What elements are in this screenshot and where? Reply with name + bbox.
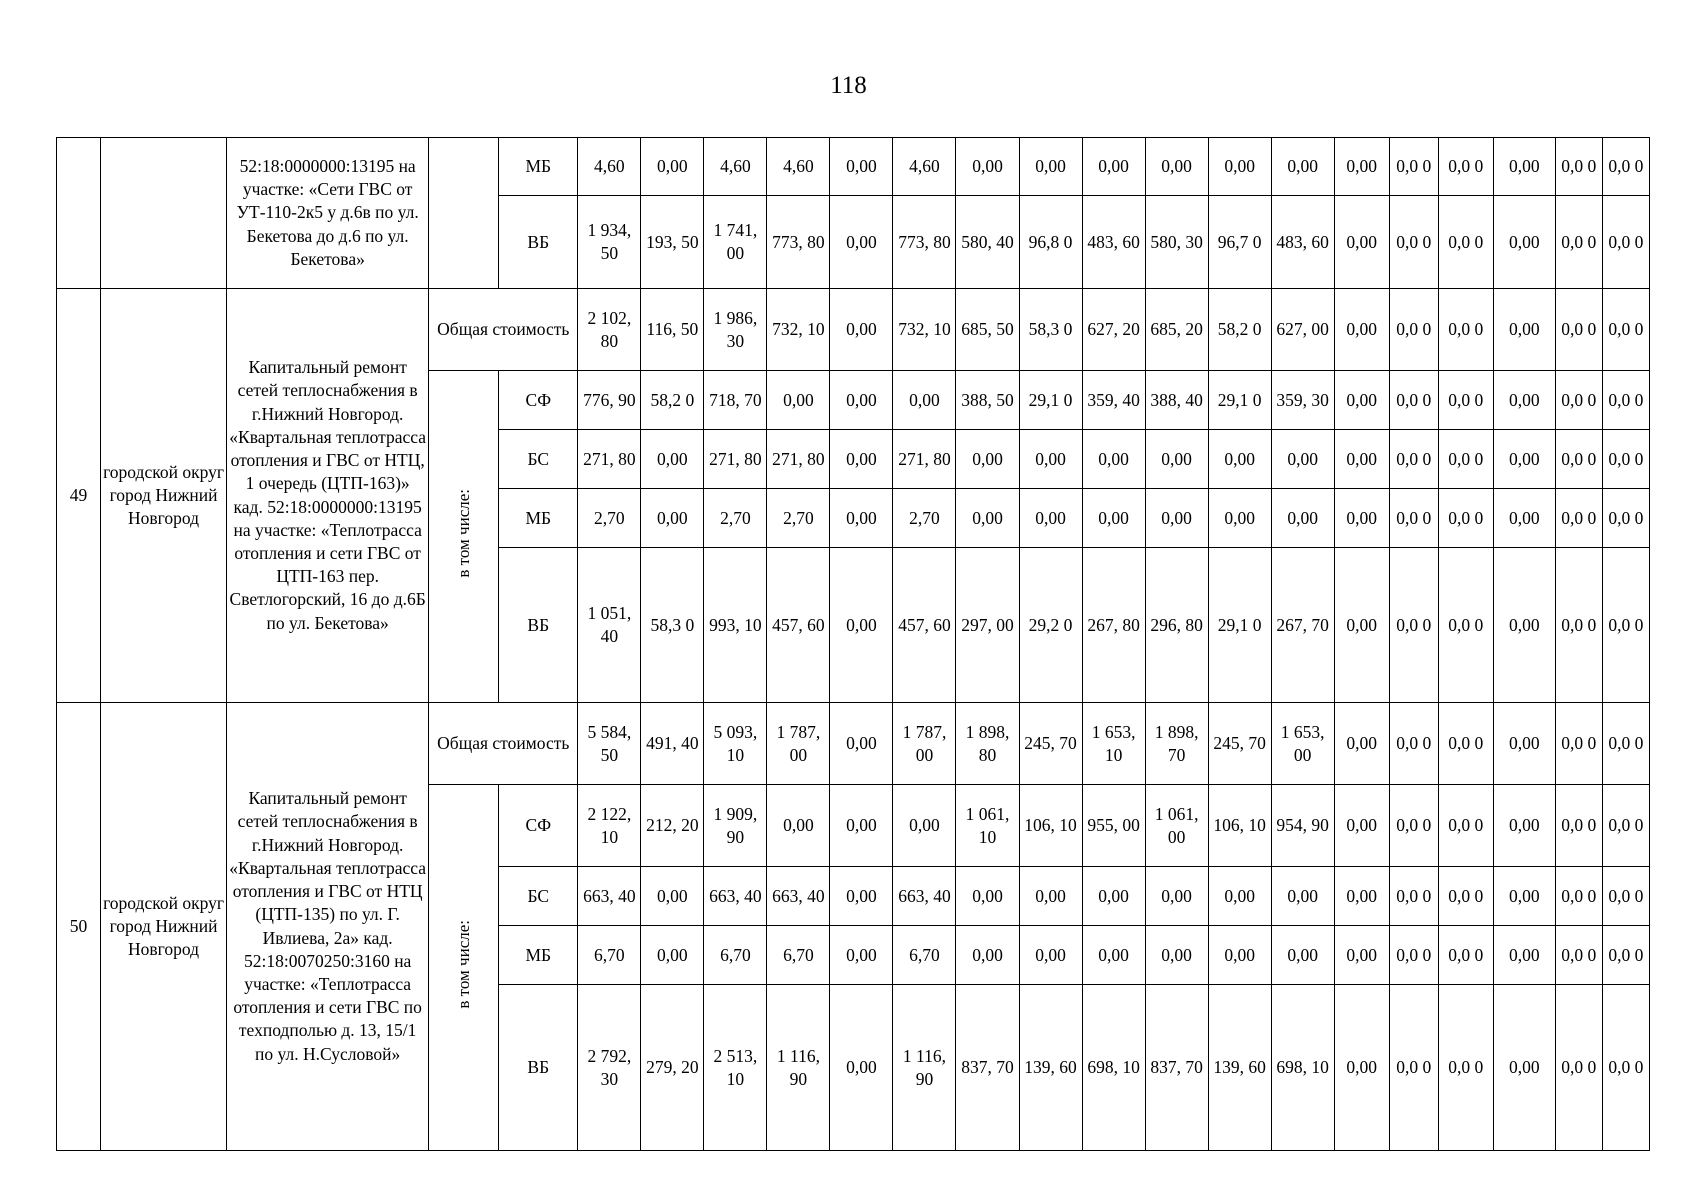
value-cell: 0,00	[1334, 371, 1389, 430]
value-cell: 0,0 0	[1602, 289, 1649, 371]
row-number-cell: 50	[57, 703, 101, 1151]
value-cell: 1 909, 90	[704, 785, 767, 867]
value-cell: 663, 40	[578, 867, 641, 926]
value-cell: 0,0 0	[1555, 926, 1602, 985]
value-cell: 0,0 0	[1438, 926, 1493, 985]
value-cell: 0,00	[767, 371, 830, 430]
value-cell: 5 093, 10	[704, 703, 767, 785]
value-cell: 0,00	[1019, 430, 1082, 489]
value-cell: 0,00	[1208, 926, 1271, 985]
value-cell: 483, 60	[1082, 196, 1145, 289]
value-cell: 29,1 0	[1019, 371, 1082, 430]
value-cell: 0,0 0	[1438, 289, 1493, 371]
table-row	[57, 703, 1650, 785]
value-cell: 0,0 0	[1389, 489, 1438, 548]
value-cell: 0,0 0	[1438, 867, 1493, 926]
value-cell: 0,0 0	[1389, 548, 1438, 703]
funding-source-label: ВБ	[499, 985, 578, 1151]
value-cell: 96,8 0	[1019, 196, 1082, 289]
value-cell: 0,0 0	[1555, 548, 1602, 703]
project-description: Капитальный ремонт сетей теплоснабжения в г.Нижний Новгород. «Квартальная теплотрасса отопления и ГВС от НТЦ (ЦТП-135) по ул. Г. Ивлиева, 2а» кад. 52:18:0070250:3160 на участке: «Теплотрасса отопления и сети ГВС по техподполью д. 13, 15/1 по ул. Н.Сусловой»	[227, 703, 429, 1151]
value-cell: 0,0 0	[1389, 867, 1438, 926]
value-cell: 267, 80	[1082, 548, 1145, 703]
value-cell: 0,00	[1208, 867, 1271, 926]
value-cell: 0,00	[830, 430, 893, 489]
value-cell: 0,0 0	[1389, 138, 1438, 196]
value-cell: 0,00	[1334, 985, 1389, 1151]
including-label: в том числе:	[454, 489, 474, 578]
value-cell: 0,0 0	[1602, 371, 1649, 430]
value-cell: 491, 40	[641, 703, 704, 785]
value-cell: 2 102, 80	[578, 289, 641, 371]
value-cell: 773, 80	[893, 196, 956, 289]
value-cell: 0,0 0	[1389, 196, 1438, 289]
value-cell: 0,00	[830, 867, 893, 926]
value-cell: 2 792, 30	[578, 985, 641, 1151]
value-cell: 0,0 0	[1602, 548, 1649, 703]
value-cell: 0,00	[641, 926, 704, 985]
value-cell: 2 122, 10	[578, 785, 641, 867]
value-cell: 6,70	[578, 926, 641, 985]
value-cell: 685, 50	[956, 289, 1019, 371]
value-cell: 139, 60	[1208, 985, 1271, 1151]
value-cell: 0,0 0	[1389, 371, 1438, 430]
value-cell: 0,0 0	[1602, 489, 1649, 548]
funding-source-label: СФ	[499, 371, 578, 430]
value-cell: 2,70	[893, 489, 956, 548]
value-cell: 776, 90	[578, 371, 641, 430]
value-cell: 0,00	[767, 785, 830, 867]
value-cell: 732, 10	[893, 289, 956, 371]
value-cell: 245, 70	[1208, 703, 1271, 785]
including-label-cell	[429, 785, 499, 1151]
value-cell: 0,0 0	[1555, 138, 1602, 196]
value-cell: 0,00	[1145, 489, 1208, 548]
value-cell: 0,00	[830, 926, 893, 985]
value-cell: 0,00	[956, 867, 1019, 926]
page-number: 118	[830, 72, 867, 99]
total-cost-label: Общая стоимость	[429, 703, 578, 785]
value-cell: 0,00	[1019, 867, 1082, 926]
value-cell: 6,70	[767, 926, 830, 985]
municipality-cell	[101, 138, 227, 289]
value-cell: 0,00	[1493, 985, 1555, 1151]
value-cell: 388, 40	[1145, 371, 1208, 430]
value-cell: 297, 00	[956, 548, 1019, 703]
value-cell: 0,0 0	[1389, 703, 1438, 785]
funding-source-label: БС	[499, 867, 578, 926]
value-cell: 0,00	[1208, 430, 1271, 489]
value-cell: 0,0 0	[1438, 138, 1493, 196]
value-cell: 0,00	[830, 196, 893, 289]
value-cell: 837, 70	[1145, 985, 1208, 1151]
value-cell: 698, 10	[1271, 985, 1334, 1151]
value-cell: 483, 60	[1271, 196, 1334, 289]
value-cell: 0,00	[1271, 138, 1334, 196]
funding-source-label: МБ	[499, 926, 578, 985]
value-cell: 663, 40	[893, 867, 956, 926]
value-cell: 58,3 0	[1019, 289, 1082, 371]
value-cell: 96,7 0	[1208, 196, 1271, 289]
value-cell: 0,00	[1019, 138, 1082, 196]
value-cell: 0,00	[1019, 489, 1082, 548]
value-cell: 698, 10	[1082, 985, 1145, 1151]
value-cell: 4,60	[893, 138, 956, 196]
value-cell: 0,00	[641, 489, 704, 548]
funding-source-label: МБ	[499, 138, 578, 196]
value-cell: 0,0 0	[1555, 785, 1602, 867]
value-cell: 954, 90	[1271, 785, 1334, 867]
value-cell: 1 116, 90	[767, 985, 830, 1151]
value-cell: 0,00	[1493, 926, 1555, 985]
value-cell: 457, 60	[893, 548, 956, 703]
value-cell: 58,3 0	[641, 548, 704, 703]
value-cell: 0,00	[1334, 489, 1389, 548]
municipality-cell: городской округ город Нижний Новгород	[101, 289, 227, 703]
value-cell: 0,00	[830, 371, 893, 430]
value-cell: 0,00	[1493, 867, 1555, 926]
value-cell: 0,0 0	[1555, 371, 1602, 430]
value-cell: 718, 70	[704, 371, 767, 430]
value-cell: 29,1 0	[1208, 371, 1271, 430]
value-cell: 29,2 0	[1019, 548, 1082, 703]
funding-source-label: СФ	[499, 785, 578, 867]
value-cell: 0,0 0	[1389, 430, 1438, 489]
value-cell: 58,2 0	[641, 371, 704, 430]
table-row	[57, 138, 1650, 196]
value-cell: 0,0 0	[1555, 703, 1602, 785]
value-cell: 359, 30	[1271, 371, 1334, 430]
total-cost-label: Общая стоимость	[429, 289, 578, 371]
value-cell: 279, 20	[641, 985, 704, 1151]
value-cell: 0,0 0	[1438, 985, 1493, 1151]
row-number-cell	[57, 138, 101, 289]
funding-source-label: ВБ	[499, 548, 578, 703]
value-cell: 0,0 0	[1602, 196, 1649, 289]
value-cell: 0,00	[1145, 867, 1208, 926]
value-cell: 5 584, 50	[578, 703, 641, 785]
including-cell	[429, 138, 499, 289]
value-cell: 0,0 0	[1438, 785, 1493, 867]
value-cell: 0,00	[1145, 430, 1208, 489]
funding-source-label: БС	[499, 430, 578, 489]
value-cell: 0,00	[1082, 138, 1145, 196]
value-cell: 773, 80	[767, 196, 830, 289]
value-cell: 0,00	[893, 785, 956, 867]
value-cell: 0,00	[641, 138, 704, 196]
value-cell: 627, 00	[1271, 289, 1334, 371]
value-cell: 0,00	[830, 703, 893, 785]
value-cell: 685, 20	[1145, 289, 1208, 371]
value-cell: 296, 80	[1145, 548, 1208, 703]
value-cell: 0,00	[1334, 430, 1389, 489]
value-cell: 139, 60	[1019, 985, 1082, 1151]
value-cell: 106, 10	[1208, 785, 1271, 867]
value-cell: 1 116, 90	[893, 985, 956, 1151]
value-cell: 993, 10	[704, 548, 767, 703]
value-cell: 955, 00	[1082, 785, 1145, 867]
value-cell: 1 653, 10	[1082, 703, 1145, 785]
value-cell: 0,0 0	[1602, 867, 1649, 926]
value-cell: 0,00	[1082, 926, 1145, 985]
value-cell: 0,00	[1082, 867, 1145, 926]
value-cell: 1 787, 00	[767, 703, 830, 785]
funding-source-label: МБ	[499, 489, 578, 548]
row-number-cell: 49	[57, 289, 101, 703]
value-cell: 0,0 0	[1438, 489, 1493, 548]
value-cell: 0,00	[641, 867, 704, 926]
value-cell: 0,00	[1493, 196, 1555, 289]
value-cell: 0,0 0	[1555, 489, 1602, 548]
value-cell: 663, 40	[704, 867, 767, 926]
value-cell: 0,00	[830, 138, 893, 196]
value-cell: 0,00	[641, 430, 704, 489]
table-row	[57, 289, 1650, 371]
value-cell: 0,00	[1271, 867, 1334, 926]
value-cell: 0,00	[1334, 703, 1389, 785]
value-cell: 0,00	[1271, 489, 1334, 548]
value-cell: 1 787, 00	[893, 703, 956, 785]
value-cell: 2,70	[704, 489, 767, 548]
value-cell: 0,00	[1145, 926, 1208, 985]
value-cell: 6,70	[704, 926, 767, 985]
value-cell: 0,0 0	[1389, 985, 1438, 1151]
value-cell: 359, 40	[1082, 371, 1145, 430]
value-cell: 0,00	[830, 489, 893, 548]
value-cell: 1 934, 50	[578, 196, 641, 289]
value-cell: 271, 80	[893, 430, 956, 489]
value-cell: 1 898, 80	[956, 703, 1019, 785]
value-cell: 6,70	[893, 926, 956, 985]
project-description: 52:18:0000000:13195 на участке: «Сети ГВС от УТ-110-2к5 у д.6в по ул. Бекетова до д.6 по ул. Бекетова»	[227, 138, 429, 289]
value-cell: 0,00	[893, 371, 956, 430]
value-cell: 271, 80	[578, 430, 641, 489]
value-cell: 1 061, 00	[1145, 785, 1208, 867]
value-cell: 0,00	[1493, 548, 1555, 703]
value-cell: 0,0 0	[1438, 703, 1493, 785]
value-cell: 1 986, 30	[704, 289, 767, 371]
value-cell: 0,00	[956, 430, 1019, 489]
value-cell: 0,0 0	[1602, 985, 1649, 1151]
value-cell: 0,00	[1493, 430, 1555, 489]
value-cell: 0,00	[956, 489, 1019, 548]
value-cell: 388, 50	[956, 371, 1019, 430]
value-cell: 0,0 0	[1438, 196, 1493, 289]
value-cell: 0,00	[1334, 289, 1389, 371]
value-cell: 0,0 0	[1438, 430, 1493, 489]
value-cell: 0,00	[1145, 138, 1208, 196]
value-cell: 1 653, 00	[1271, 703, 1334, 785]
value-cell: 271, 80	[704, 430, 767, 489]
value-cell: 0,00	[830, 548, 893, 703]
value-cell: 2 513, 10	[704, 985, 767, 1151]
value-cell: 0,0 0	[1602, 703, 1649, 785]
value-cell: 1 741, 00	[704, 196, 767, 289]
value-cell: 0,00	[830, 785, 893, 867]
value-cell: 0,00	[1334, 138, 1389, 196]
value-cell: 0,0 0	[1438, 548, 1493, 703]
value-cell: 0,00	[1271, 926, 1334, 985]
value-cell: 0,0 0	[1555, 289, 1602, 371]
value-cell: 29,1 0	[1208, 548, 1271, 703]
municipality-cell: городской округ город Нижний Новгород	[101, 703, 227, 1151]
value-cell: 0,00	[1493, 489, 1555, 548]
value-cell: 0,00	[956, 926, 1019, 985]
value-cell: 0,0 0	[1602, 138, 1649, 196]
value-cell: 0,00	[1493, 289, 1555, 371]
value-cell: 4,60	[704, 138, 767, 196]
value-cell: 0,0 0	[1389, 289, 1438, 371]
value-cell: 0,00	[1019, 926, 1082, 985]
value-cell: 732, 10	[767, 289, 830, 371]
value-cell: 0,0 0	[1602, 926, 1649, 985]
value-cell: 0,00	[830, 985, 893, 1151]
value-cell: 0,00	[1334, 926, 1389, 985]
including-label: в том числе:	[454, 920, 474, 1009]
value-cell: 116, 50	[641, 289, 704, 371]
value-cell: 0,00	[1208, 138, 1271, 196]
value-cell: 58,2 0	[1208, 289, 1271, 371]
project-description: Капитальный ремонт сетей теплоснабжения в г.Нижний Новгород. «Квартальная теплотрасса отопления и ГВС от НТЦ, 1 очередь (ЦТП-163)» кад. 52:18:0000000:13195 на участке: «Теплотрасса отопления и сети ГВС от ЦТП-163 пер. Светлогорский, 16 до д.6Б по ул. Бекетова»	[227, 289, 429, 703]
value-cell: 0,0 0	[1555, 430, 1602, 489]
value-cell: 580, 40	[956, 196, 1019, 289]
value-cell: 2,70	[767, 489, 830, 548]
value-cell: 1 898, 70	[1145, 703, 1208, 785]
value-cell: 0,0 0	[1438, 371, 1493, 430]
value-cell: 0,0 0	[1602, 430, 1649, 489]
funding-source-label: ВБ	[499, 196, 578, 289]
value-cell: 0,00	[1493, 785, 1555, 867]
value-cell: 0,0 0	[1389, 926, 1438, 985]
value-cell: 0,0 0	[1602, 785, 1649, 867]
value-cell: 0,00	[1082, 430, 1145, 489]
value-cell: 457, 60	[767, 548, 830, 703]
value-cell: 245, 70	[1019, 703, 1082, 785]
value-cell: 267, 70	[1271, 548, 1334, 703]
value-cell: 627, 20	[1082, 289, 1145, 371]
value-cell: 4,60	[578, 138, 641, 196]
value-cell: 0,00	[1493, 703, 1555, 785]
value-cell: 0,00	[1334, 548, 1389, 703]
funding-table	[56, 137, 1650, 1151]
value-cell: 0,00	[956, 138, 1019, 196]
value-cell: 663, 40	[767, 867, 830, 926]
value-cell: 212, 20	[641, 785, 704, 867]
value-cell: 0,0 0	[1555, 985, 1602, 1151]
value-cell: 0,00	[1334, 196, 1389, 289]
value-cell: 106, 10	[1019, 785, 1082, 867]
value-cell: 0,00	[1493, 138, 1555, 196]
value-cell: 193, 50	[641, 196, 704, 289]
value-cell: 0,00	[830, 289, 893, 371]
including-label-cell	[429, 371, 499, 703]
value-cell: 0,00	[1334, 785, 1389, 867]
value-cell: 0,00	[1334, 867, 1389, 926]
value-cell: 271, 80	[767, 430, 830, 489]
value-cell: 2,70	[578, 489, 641, 548]
value-cell: 0,0 0	[1555, 867, 1602, 926]
value-cell: 0,00	[1493, 371, 1555, 430]
value-cell: 0,00	[1271, 430, 1334, 489]
value-cell: 0,00	[1082, 489, 1145, 548]
value-cell: 0,0 0	[1389, 785, 1438, 867]
value-cell: 837, 70	[956, 985, 1019, 1151]
value-cell: 580, 30	[1145, 196, 1208, 289]
value-cell: 0,00	[1208, 489, 1271, 548]
value-cell: 1 061, 10	[956, 785, 1019, 867]
value-cell: 1 051, 40	[578, 548, 641, 703]
value-cell: 4,60	[767, 138, 830, 196]
value-cell: 0,0 0	[1555, 196, 1602, 289]
